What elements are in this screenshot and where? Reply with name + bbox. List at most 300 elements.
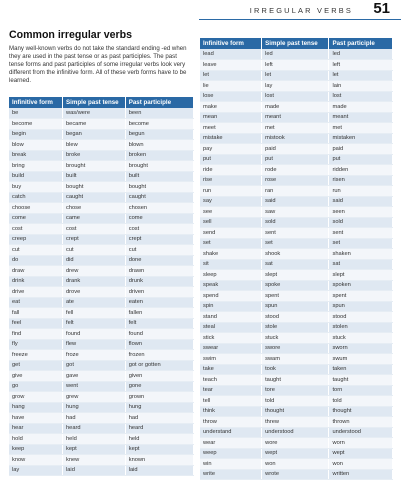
table-row	[200, 249, 393, 260]
past-participle-cell: mistaken	[329, 133, 393, 144]
past-participle-cell: sworn	[329, 343, 393, 354]
verb-table-right	[200, 38, 393, 480]
simple-past-cell: stood	[262, 312, 329, 323]
table-row	[200, 438, 393, 449]
infinitive-cell: mistake	[200, 133, 262, 144]
infinitive-cell: grow	[9, 392, 63, 403]
infinitive-cell: ride	[200, 165, 262, 176]
infinitive-cell: bring	[9, 161, 63, 172]
table-row	[9, 266, 194, 277]
past-participle-cell: set	[329, 238, 393, 249]
simple-past-cell: held	[63, 434, 126, 445]
infinitive-cell: sit	[200, 259, 262, 270]
simple-past-cell: grew	[63, 392, 126, 403]
past-participle-cell: spent	[329, 291, 393, 302]
simple-past-cell: gave	[63, 371, 126, 382]
infinitive-cell: begin	[9, 129, 63, 140]
table-row	[200, 112, 393, 123]
column-header-past-participle: Past participle	[125, 97, 193, 108]
infinitive-cell: freeze	[9, 350, 63, 361]
simple-past-cell: went	[63, 381, 126, 392]
infinitive-cell: lay	[9, 465, 63, 476]
column-header-infinitive: Infinitive form	[9, 97, 63, 108]
simple-past-cell: found	[63, 329, 126, 340]
infinitive-cell: get	[9, 360, 63, 371]
past-participle-cell: come	[125, 213, 193, 224]
past-participle-cell: drunk	[125, 276, 193, 287]
past-participle-cell: stood	[329, 312, 393, 323]
table-row	[9, 392, 194, 403]
table-row	[9, 402, 194, 413]
table-row	[200, 165, 393, 176]
simple-past-cell: sat	[262, 259, 329, 270]
simple-past-cell: cut	[63, 245, 126, 256]
past-participle-cell: won	[329, 459, 393, 470]
past-participle-cell: sat	[329, 259, 393, 270]
infinitive-cell: hear	[9, 423, 63, 434]
simple-past-cell: sent	[262, 228, 329, 239]
infinitive-cell: cost	[9, 224, 63, 235]
infinitive-cell: sleep	[200, 270, 262, 281]
past-participle-cell: built	[125, 171, 193, 182]
past-participle-cell: cost	[125, 224, 193, 235]
infinitive-cell: be	[9, 108, 63, 119]
infinitive-cell: feel	[9, 318, 63, 329]
table-row	[200, 175, 393, 186]
table-row	[9, 276, 194, 287]
simple-past-cell: ran	[262, 186, 329, 197]
past-participle-cell: driven	[125, 287, 193, 298]
infinitive-cell: drive	[9, 287, 63, 298]
past-participle-cell: slept	[329, 270, 393, 281]
simple-past-cell: stole	[262, 322, 329, 333]
past-participle-cell: stuck	[329, 333, 393, 344]
infinitive-cell: find	[9, 329, 63, 340]
infinitive-cell: stand	[200, 312, 262, 323]
simple-past-cell: mistook	[262, 133, 329, 144]
simple-past-cell: drew	[63, 266, 126, 277]
simple-past-cell: threw	[262, 417, 329, 428]
table-row	[9, 255, 194, 266]
infinitive-cell: become	[9, 119, 63, 130]
table-row	[200, 448, 393, 459]
past-participle-cell: drawn	[125, 266, 193, 277]
simple-past-cell: rose	[262, 175, 329, 186]
table-row	[9, 161, 194, 172]
simple-past-cell: built	[63, 171, 126, 182]
simple-past-cell: came	[63, 213, 126, 224]
table-row	[9, 339, 194, 350]
past-participle-cell: ridden	[329, 165, 393, 176]
past-participle-cell: chosen	[125, 203, 193, 214]
infinitive-cell: give	[9, 371, 63, 382]
infinitive-cell: see	[200, 207, 262, 218]
past-participle-cell: stolen	[329, 322, 393, 333]
table-row	[9, 287, 194, 298]
table-row	[9, 245, 194, 256]
past-participle-cell: put	[329, 154, 393, 165]
infinitive-cell: shake	[200, 249, 262, 260]
simple-past-cell: chose	[63, 203, 126, 214]
column-header-simple-past: Simple past tense	[63, 97, 126, 108]
table-row	[200, 259, 393, 270]
past-participle-cell: taken	[329, 364, 393, 375]
infinitive-cell: mean	[200, 112, 262, 123]
simple-past-cell: kept	[63, 444, 126, 455]
simple-past-cell: wrote	[262, 469, 329, 480]
table-row	[9, 413, 194, 424]
simple-past-cell: was/were	[63, 108, 126, 119]
infinitive-cell: go	[9, 381, 63, 392]
table-row	[9, 381, 194, 392]
table-row	[9, 371, 194, 382]
infinitive-cell: sell	[200, 217, 262, 228]
table-row	[200, 144, 393, 155]
infinitive-cell: cut	[9, 245, 63, 256]
simple-past-cell: became	[63, 119, 126, 130]
page-number: 51	[373, 0, 390, 17]
table-row	[9, 329, 194, 340]
past-participle-cell: held	[125, 434, 193, 445]
infinitive-cell: drink	[9, 276, 63, 287]
simple-past-cell: left	[262, 60, 329, 71]
infinitive-cell: write	[200, 469, 262, 480]
infinitive-cell: take	[200, 364, 262, 375]
infinitive-cell: put	[200, 154, 262, 165]
table-row	[200, 238, 393, 249]
simple-past-cell: understood	[262, 427, 329, 438]
infinitive-cell: make	[200, 102, 262, 113]
infinitive-cell: fly	[9, 339, 63, 350]
table-row	[200, 102, 393, 113]
table-row	[9, 444, 194, 455]
table-row	[200, 469, 393, 480]
simple-past-cell: told	[262, 396, 329, 407]
infinitive-cell: let	[200, 70, 262, 81]
simple-past-cell: felt	[63, 318, 126, 329]
simple-past-cell: drank	[63, 276, 126, 287]
simple-past-cell: taught	[262, 375, 329, 386]
simple-past-cell: lay	[262, 81, 329, 92]
past-participle-cell: spun	[329, 301, 393, 312]
past-participle-cell: lost	[329, 91, 393, 102]
table-row	[200, 228, 393, 239]
simple-past-cell: let	[262, 70, 329, 81]
table-row	[9, 150, 194, 161]
table-row	[200, 60, 393, 71]
table-row	[9, 203, 194, 214]
infinitive-cell: swear	[200, 343, 262, 354]
infinitive-cell: know	[9, 455, 63, 466]
simple-past-cell: caught	[63, 192, 126, 203]
table-row	[200, 91, 393, 102]
past-participle-cell: found	[125, 329, 193, 340]
simple-past-cell: hung	[63, 402, 126, 413]
infinitive-cell: blow	[9, 140, 63, 151]
infinitive-cell: weep	[200, 448, 262, 459]
simple-past-cell: led	[262, 49, 329, 60]
past-participle-cell: run	[329, 186, 393, 197]
simple-past-cell: ate	[63, 297, 126, 308]
past-participle-cell: told	[329, 396, 393, 407]
infinitive-cell: run	[200, 186, 262, 197]
table-row	[200, 354, 393, 365]
table-row	[9, 213, 194, 224]
past-participle-cell: heard	[125, 423, 193, 434]
infinitive-cell: tell	[200, 396, 262, 407]
infinitive-cell: break	[9, 150, 63, 161]
simple-past-cell: wore	[262, 438, 329, 449]
infinitive-cell: stick	[200, 333, 262, 344]
table-row	[9, 465, 194, 476]
simple-past-cell: crept	[63, 234, 126, 245]
past-participle-cell: let	[329, 70, 393, 81]
simple-past-cell: paid	[262, 144, 329, 155]
table-row	[200, 291, 393, 302]
past-participle-cell: spoken	[329, 280, 393, 291]
infinitive-cell: hold	[9, 434, 63, 445]
running-head: IRREGULAR VERBS	[249, 6, 353, 15]
table-row	[9, 224, 194, 235]
simple-past-cell: cost	[63, 224, 126, 235]
simple-past-cell: knew	[63, 455, 126, 466]
table-row	[200, 375, 393, 386]
infinitive-cell: draw	[9, 266, 63, 277]
table-header-row	[200, 38, 393, 49]
simple-past-cell: spent	[262, 291, 329, 302]
simple-past-cell: made	[262, 102, 329, 113]
past-participle-cell: felt	[125, 318, 193, 329]
simple-past-cell: stuck	[262, 333, 329, 344]
simple-past-cell: got	[63, 360, 126, 371]
table-row	[200, 49, 393, 60]
infinitive-cell: teach	[200, 375, 262, 386]
table-row	[200, 280, 393, 291]
past-participle-cell: understood	[329, 427, 393, 438]
table-row	[200, 385, 393, 396]
table-row	[9, 140, 194, 151]
simple-past-cell: took	[262, 364, 329, 375]
infinitive-cell: fall	[9, 308, 63, 319]
past-participle-cell: bought	[125, 182, 193, 193]
simple-past-cell: swore	[262, 343, 329, 354]
past-participle-cell: sent	[329, 228, 393, 239]
simple-past-cell: sold	[262, 217, 329, 228]
simple-past-cell: had	[63, 413, 126, 424]
infinitive-cell: come	[9, 213, 63, 224]
simple-past-cell: meant	[262, 112, 329, 123]
simple-past-cell: tore	[262, 385, 329, 396]
past-participle-cell: eaten	[125, 297, 193, 308]
table-row	[200, 196, 393, 207]
infinitive-cell: wear	[200, 438, 262, 449]
table-row	[9, 297, 194, 308]
past-participle-cell: frozen	[125, 350, 193, 361]
past-participle-cell: lain	[329, 81, 393, 92]
table-row	[9, 434, 194, 445]
table-row	[9, 350, 194, 361]
table-row	[200, 270, 393, 281]
past-participle-cell: flown	[125, 339, 193, 350]
table-row	[200, 417, 393, 428]
past-participle-cell: left	[329, 60, 393, 71]
verb-table-left	[9, 97, 194, 476]
table-row	[9, 182, 194, 193]
past-participle-cell: grown	[125, 392, 193, 403]
past-participle-cell: crept	[125, 234, 193, 245]
simple-past-cell: thought	[262, 406, 329, 417]
past-participle-cell: taught	[329, 375, 393, 386]
table-row	[200, 333, 393, 344]
past-participle-cell: hung	[125, 402, 193, 413]
past-participle-cell: laid	[125, 465, 193, 476]
infinitive-cell: rise	[200, 175, 262, 186]
simple-past-cell: met	[262, 123, 329, 134]
past-participle-cell: begun	[125, 129, 193, 140]
table-row	[200, 133, 393, 144]
simple-past-cell: did	[63, 255, 126, 266]
infinitive-cell: buy	[9, 182, 63, 193]
infinitive-cell: hang	[9, 402, 63, 413]
past-participle-cell: had	[125, 413, 193, 424]
past-participle-cell: sold	[329, 217, 393, 228]
past-participle-cell: been	[125, 108, 193, 119]
table-row	[200, 343, 393, 354]
simple-past-cell: set	[262, 238, 329, 249]
past-participle-cell: done	[125, 255, 193, 266]
past-participle-cell: given	[125, 371, 193, 382]
simple-past-cell: flew	[63, 339, 126, 350]
infinitive-cell: tear	[200, 385, 262, 396]
past-participle-cell: led	[329, 49, 393, 60]
past-participle-cell: made	[329, 102, 393, 113]
infinitive-cell: throw	[200, 417, 262, 428]
simple-past-cell: drove	[63, 287, 126, 298]
intro-paragraph: Many well-known verbs do not take the standard ending -ed when they are used in the past tense or as past participles. The past tense forms and past participles of some irregular verbs look very different from the infinitive form. All of these verb forms have to be learned.	[9, 45, 187, 84]
infinitive-cell: catch	[9, 192, 63, 203]
simple-past-cell: lost	[262, 91, 329, 102]
simple-past-cell: spoke	[262, 280, 329, 291]
past-participle-cell: paid	[329, 144, 393, 155]
table-row	[200, 217, 393, 228]
table-header-row	[9, 97, 194, 108]
past-participle-cell: worn	[329, 438, 393, 449]
past-participle-cell: seen	[329, 207, 393, 218]
table-row	[9, 455, 194, 466]
past-participle-cell: known	[125, 455, 193, 466]
infinitive-cell: understand	[200, 427, 262, 438]
table-row	[200, 459, 393, 470]
infinitive-cell: win	[200, 459, 262, 470]
infinitive-cell: pay	[200, 144, 262, 155]
infinitive-cell: steal	[200, 322, 262, 333]
infinitive-cell: leave	[200, 60, 262, 71]
table-row	[200, 364, 393, 375]
simple-past-cell: brought	[63, 161, 126, 172]
past-participle-cell: become	[125, 119, 193, 130]
table-row	[9, 108, 194, 119]
simple-past-cell: rode	[262, 165, 329, 176]
simple-past-cell: put	[262, 154, 329, 165]
simple-past-cell: shook	[262, 249, 329, 260]
table-row	[9, 360, 194, 371]
past-participle-cell: kept	[125, 444, 193, 455]
infinitive-cell: set	[200, 238, 262, 249]
simple-past-cell: laid	[63, 465, 126, 476]
simple-past-cell: broke	[63, 150, 126, 161]
table-row	[200, 123, 393, 134]
table-row	[200, 427, 393, 438]
infinitive-cell: swim	[200, 354, 262, 365]
table-row	[9, 129, 194, 140]
simple-past-cell: began	[63, 129, 126, 140]
table-row	[200, 406, 393, 417]
infinitive-cell: speak	[200, 280, 262, 291]
simple-past-cell: swam	[262, 354, 329, 365]
past-participle-cell: risen	[329, 175, 393, 186]
past-participle-cell: got or gotten	[125, 360, 193, 371]
table-row	[200, 301, 393, 312]
simple-past-cell: wept	[262, 448, 329, 459]
infinitive-cell: lose	[200, 91, 262, 102]
simple-past-cell: slept	[262, 270, 329, 281]
column-header-infinitive: Infinitive form	[200, 38, 262, 49]
past-participle-cell: written	[329, 469, 393, 480]
past-participle-cell: brought	[125, 161, 193, 172]
table-row	[9, 171, 194, 182]
simple-past-cell: fell	[63, 308, 126, 319]
past-participle-cell: meant	[329, 112, 393, 123]
simple-past-cell: bought	[63, 182, 126, 193]
simple-past-cell: saw	[262, 207, 329, 218]
past-participle-cell: blown	[125, 140, 193, 151]
infinitive-cell: say	[200, 196, 262, 207]
infinitive-cell: lie	[200, 81, 262, 92]
past-participle-cell: shaken	[329, 249, 393, 260]
past-participle-cell: met	[329, 123, 393, 134]
table-row	[200, 396, 393, 407]
simple-past-cell: froze	[63, 350, 126, 361]
table-row	[9, 119, 194, 130]
past-participle-cell: broken	[125, 150, 193, 161]
header-rule	[199, 19, 401, 20]
past-participle-cell: cut	[125, 245, 193, 256]
infinitive-cell: spin	[200, 301, 262, 312]
infinitive-cell: keep	[9, 444, 63, 455]
table-row	[200, 207, 393, 218]
table-row	[200, 186, 393, 197]
section-title: Common irregular verbs	[9, 29, 133, 41]
past-participle-cell: fallen	[125, 308, 193, 319]
infinitive-cell: do	[9, 255, 63, 266]
table-row	[9, 423, 194, 434]
simple-past-cell: blew	[63, 140, 126, 151]
infinitive-cell: have	[9, 413, 63, 424]
infinitive-cell: lead	[200, 49, 262, 60]
simple-past-cell: spun	[262, 301, 329, 312]
past-participle-cell: caught	[125, 192, 193, 203]
table-row	[9, 308, 194, 319]
past-participle-cell: gone	[125, 381, 193, 392]
infinitive-cell: spend	[200, 291, 262, 302]
table-row	[9, 318, 194, 329]
past-participle-cell: thrown	[329, 417, 393, 428]
past-participle-cell: torn	[329, 385, 393, 396]
column-header-simple-past: Simple past tense	[262, 38, 329, 49]
simple-past-cell: won	[262, 459, 329, 470]
past-participle-cell: swum	[329, 354, 393, 365]
infinitive-cell: meet	[200, 123, 262, 134]
